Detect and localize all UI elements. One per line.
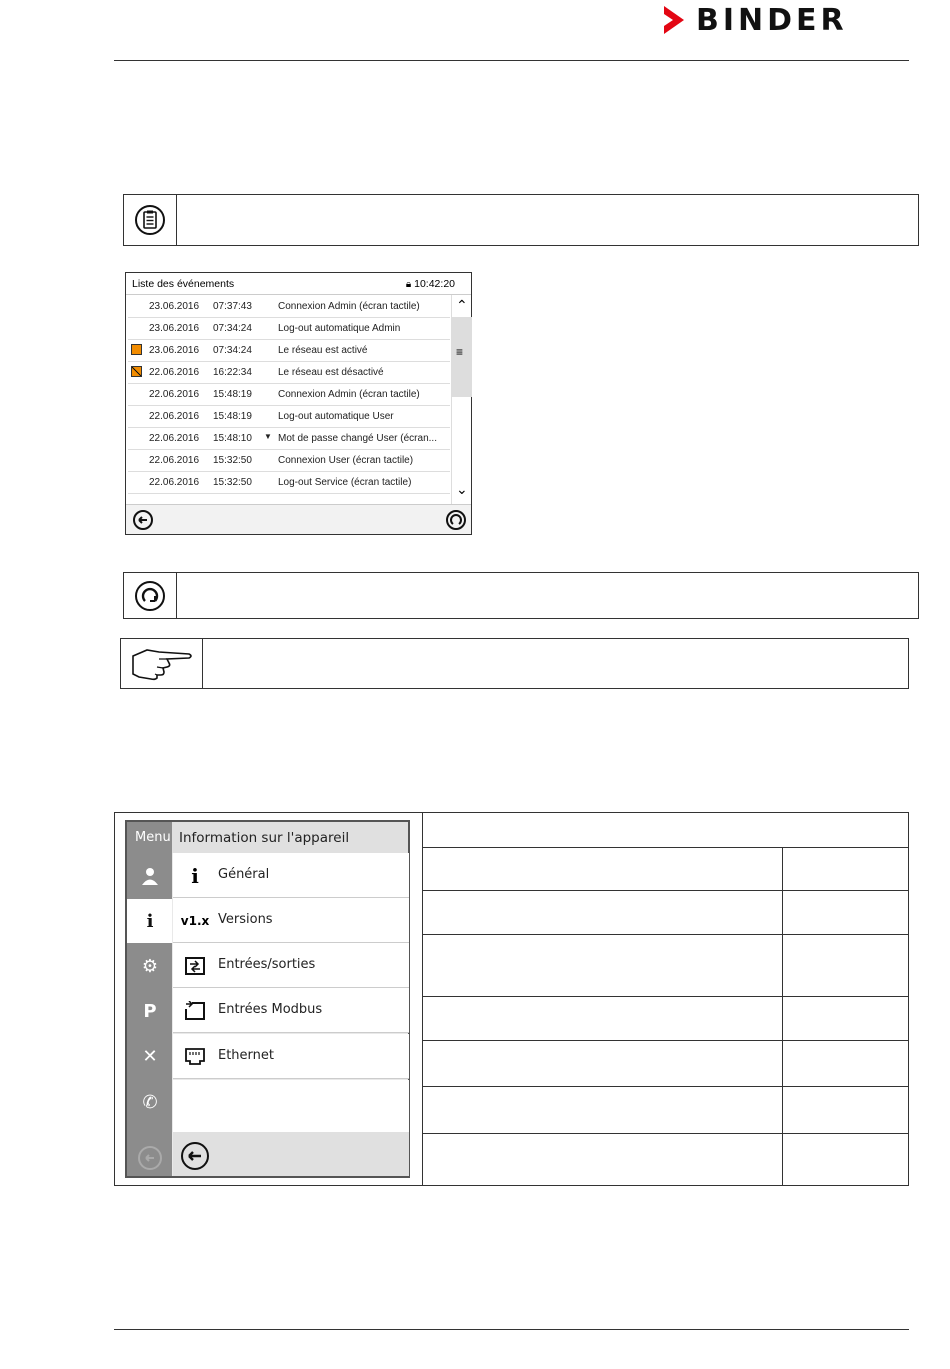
back-button[interactable]: [133, 510, 153, 530]
logo-text: BINDER: [696, 2, 848, 38]
event-scrollbar[interactable]: [451, 295, 472, 505]
event-time: 15:48:19: [213, 389, 252, 400]
back-arrow-icon: [136, 514, 150, 526]
menu-item-label: Entrées/sorties: [218, 957, 316, 972]
event-list-title: Liste des événements: [132, 277, 235, 290]
event-text: Log-out Service (écran tactile): [278, 477, 412, 488]
event-date: 23.06.2016: [149, 323, 200, 334]
service-tools-icon[interactable]: ✕: [142, 1045, 158, 1067]
hint-note-icon-cell: [121, 639, 203, 688]
expand-caret-icon[interactable]: ▼: [264, 432, 272, 441]
event-time: 15:48:19: [213, 411, 252, 422]
menu-item-label: Entrées Modbus: [218, 1002, 323, 1017]
version-icon: v1.x: [180, 914, 210, 928]
table-row-line: [422, 847, 909, 848]
event-row[interactable]: [128, 450, 450, 472]
clipboard-list-icon: [134, 204, 166, 236]
refresh-note: [123, 572, 919, 619]
menu-item-ethernet[interactable]: [173, 1034, 409, 1079]
event-list-note-icon-cell: [124, 195, 177, 245]
settings-gear-icon[interactable]: ⚙︎: [141, 955, 159, 977]
event-row[interactable]: [128, 472, 450, 494]
io-icon: [183, 955, 207, 977]
info-icon[interactable]: i: [146, 910, 154, 932]
refresh-icon: [134, 580, 166, 612]
menu-item-modbus[interactable]: [173, 988, 409, 1033]
refresh-note-icon-cell: [124, 573, 177, 618]
event-text: Le réseau est activé: [278, 345, 368, 356]
event-text: Connexion User (écran tactile): [278, 455, 414, 466]
event-text: Log-out automatique Admin: [278, 323, 401, 334]
event-list-footer: [126, 504, 471, 534]
table-row-line: [422, 1133, 909, 1134]
menu-item-versions[interactable]: [173, 898, 409, 943]
table-row-line: [422, 934, 909, 935]
device-info-footer: [173, 1132, 409, 1176]
network-inactive-icon: [131, 366, 142, 377]
event-text: Connexion Admin (écran tactile): [278, 301, 420, 312]
device-info-title: Information sur l'appareil: [172, 822, 408, 853]
event-list-screen: [125, 272, 472, 535]
back-arrow-icon: [186, 1149, 204, 1163]
scroll-up-icon[interactable]: ⌃: [456, 297, 468, 313]
scroll-grip-icon: ≡: [456, 345, 464, 359]
event-date: 22.06.2016: [149, 433, 200, 444]
lock-icon: 🔒︎: [405, 278, 412, 290]
event-text: Connexion Admin (écran tactile): [278, 389, 420, 400]
table-col-divider-2: [782, 847, 783, 1186]
event-time: 07:34:24: [213, 323, 252, 334]
phone-service-icon[interactable]: ✆: [142, 1091, 158, 1113]
header-rule: [114, 60, 909, 61]
event-time: 15:32:50: [213, 477, 252, 488]
table-row-line: [422, 1040, 909, 1041]
refresh-icon: [449, 513, 463, 527]
table-row-line: [422, 996, 909, 997]
event-time: 07:37:43: [213, 301, 252, 312]
table-row-line: [422, 890, 909, 891]
event-list-note: [123, 194, 919, 246]
event-row[interactable]: [128, 296, 450, 318]
event-text: Log-out automatique User: [278, 411, 394, 422]
clock-time: 10:42:20: [414, 277, 455, 290]
ethernet-icon: [183, 1046, 207, 1068]
event-row[interactable]: [128, 384, 450, 406]
event-date: 23.06.2016: [149, 345, 200, 356]
event-date: 22.06.2016: [149, 367, 200, 378]
event-text: Mot de passe changé User (écran...: [278, 433, 437, 444]
event-row[interactable]: [128, 340, 450, 362]
menu-item-label: Général: [218, 867, 270, 882]
programs-icon[interactable]: P: [143, 1000, 157, 1022]
side-back-icon[interactable]: [138, 1146, 162, 1170]
device-info-screen: [125, 820, 410, 1178]
event-row[interactable]: [128, 318, 450, 340]
menu-label: Menu: [135, 830, 171, 845]
hint-note: [120, 638, 909, 689]
modbus-icon: [183, 1000, 207, 1022]
menu-item-general[interactable]: [173, 853, 409, 898]
binder-arrow-icon: [664, 6, 684, 34]
event-row[interactable]: [128, 428, 450, 450]
event-date: 22.06.2016: [149, 411, 200, 422]
event-time: 15:32:50: [213, 455, 252, 466]
pointing-hand-icon: [129, 646, 195, 682]
scroll-down-icon[interactable]: ⌄: [456, 481, 468, 497]
clock: [406, 278, 455, 290]
event-date: 23.06.2016: [149, 301, 200, 312]
menu-item-io[interactable]: [173, 943, 409, 988]
event-date: 22.06.2016: [149, 455, 200, 466]
event-text: Le réseau est désactivé: [278, 367, 384, 378]
refresh-button[interactable]: [446, 510, 466, 530]
menu-item-label: Ethernet: [218, 1048, 274, 1063]
event-date: 22.06.2016: [149, 477, 200, 488]
table-col-divider: [422, 812, 423, 1186]
info-icon: i: [191, 864, 199, 888]
event-time: 07:34:24: [213, 345, 252, 356]
event-time: 16:22:34: [213, 367, 252, 378]
menu-item-label: Versions: [218, 912, 273, 927]
binder-logo: [664, 4, 914, 36]
table-row-line: [422, 1086, 909, 1087]
event-time: 15:48:10: [213, 433, 252, 444]
back-button[interactable]: [181, 1142, 209, 1170]
menu-empty-area: [173, 1080, 409, 1132]
network-active-icon: [131, 344, 142, 355]
event-row[interactable]: [128, 406, 450, 428]
event-list-header: [126, 273, 471, 295]
event-date: 22.06.2016: [149, 389, 200, 400]
user-icon[interactable]: [138, 864, 162, 888]
footer-rule: [114, 1329, 909, 1330]
event-row[interactable]: [128, 362, 450, 384]
side-menu: [127, 822, 172, 1176]
